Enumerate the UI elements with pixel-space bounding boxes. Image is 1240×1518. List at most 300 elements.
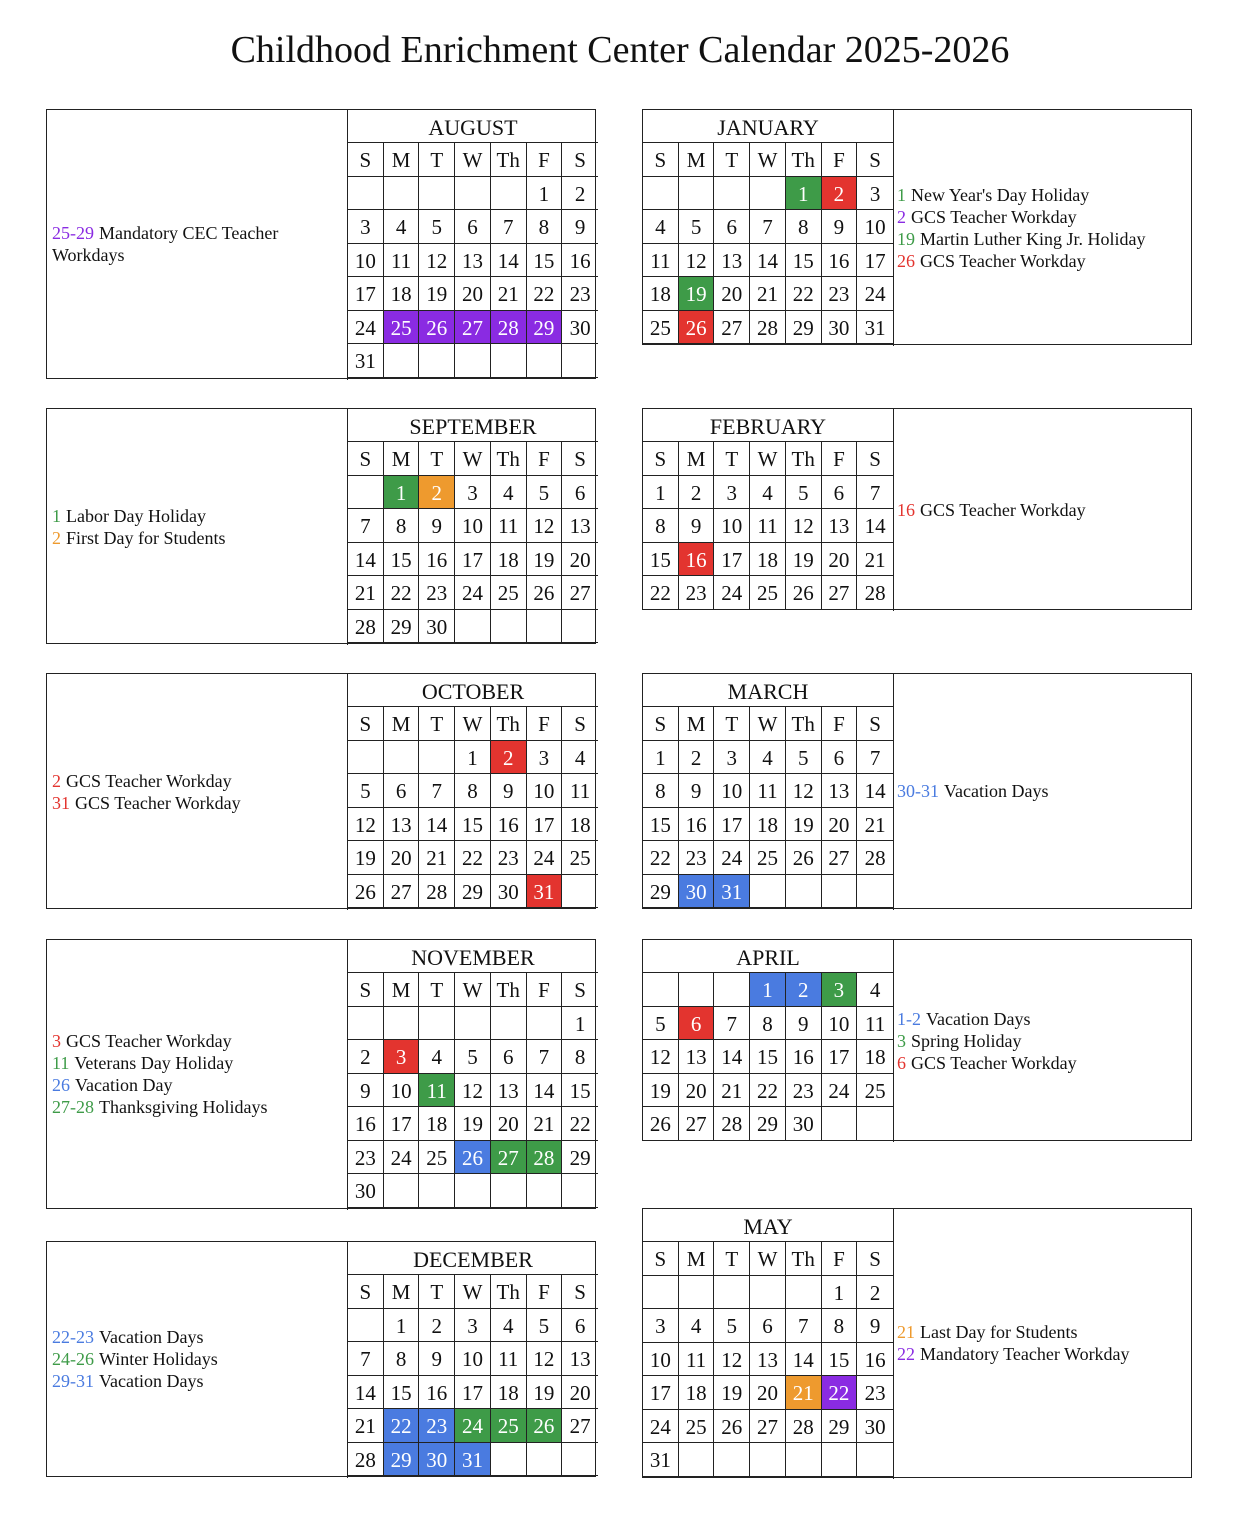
empty-cell	[527, 1007, 563, 1041]
weekday-header: S	[562, 707, 598, 741]
month-grid-may	[643, 1209, 894, 1479]
day-cell: 12	[527, 1342, 563, 1376]
day-cell: 19	[527, 1376, 563, 1410]
day-cell-highlighted: 28	[491, 311, 527, 345]
day-cell: 28	[348, 1443, 384, 1477]
day-cell: 17	[857, 244, 893, 278]
day-cell: 20	[750, 1376, 786, 1410]
day-cell: 22	[786, 277, 822, 311]
empty-cell	[643, 973, 679, 1007]
note-text: Vacation Days	[944, 781, 1049, 801]
empty-cell	[348, 1309, 384, 1343]
day-cell-highlighted: 2	[491, 741, 527, 775]
day-cell: 11	[750, 509, 786, 543]
day-cell: 7	[857, 476, 893, 510]
month-notes	[52, 1326, 342, 1392]
day-cell: 8	[643, 774, 679, 808]
empty-cell	[491, 177, 527, 211]
empty-cell	[419, 1174, 455, 1208]
note-line	[897, 1008, 1193, 1030]
day-cell: 24	[348, 311, 384, 345]
day-cell: 5	[455, 1040, 491, 1074]
day-cell: 21	[857, 543, 893, 577]
day-cell: 24	[455, 576, 491, 610]
day-cell: 18	[384, 277, 420, 311]
day-cell: 21	[714, 1074, 750, 1108]
empty-cell	[786, 875, 822, 909]
day-cell: 10	[348, 244, 384, 278]
empty-cell	[527, 1174, 563, 1208]
empty-cell	[491, 1174, 527, 1208]
weekday-header: W	[455, 143, 491, 177]
empty-cell	[822, 875, 858, 909]
day-cell: 30	[822, 311, 858, 345]
day-cell: 20	[822, 808, 858, 842]
day-cell: 25	[491, 576, 527, 610]
note-text: Last Day for Students	[920, 1322, 1078, 1342]
note-line	[52, 505, 342, 527]
note-date: 1	[897, 185, 906, 205]
note-line	[52, 1074, 342, 1096]
day-cell: 11	[643, 244, 679, 278]
day-cell: 3	[714, 476, 750, 510]
day-cell: 6	[714, 210, 750, 244]
empty-cell	[786, 1443, 822, 1477]
empty-cell	[679, 1276, 715, 1310]
note-text: Vacation Days	[926, 1009, 1031, 1029]
day-cell: 15	[384, 1376, 420, 1410]
day-cell: 25	[679, 1410, 715, 1444]
weekday-header: Th	[786, 143, 822, 177]
day-cell: 16	[786, 1040, 822, 1074]
day-cell: 24	[857, 277, 893, 311]
month-notes	[897, 780, 1193, 802]
day-cell: 19	[455, 1107, 491, 1141]
empty-cell	[714, 1276, 750, 1310]
day-cell: 14	[491, 244, 527, 278]
day-grid	[643, 707, 893, 908]
day-cell: 24	[714, 576, 750, 610]
day-cell: 2	[348, 1040, 384, 1074]
day-cell: 22	[384, 576, 420, 610]
day-cell: 27	[822, 576, 858, 610]
day-cell: 16	[679, 808, 715, 842]
empty-cell	[714, 973, 750, 1007]
day-cell: 27	[679, 1107, 715, 1141]
day-cell: 4	[750, 476, 786, 510]
note-line	[52, 1370, 342, 1392]
weekday-header: M	[679, 143, 715, 177]
month-grid-april	[643, 940, 894, 1142]
day-cell: 25	[562, 841, 598, 875]
note-date: 26	[52, 1075, 70, 1095]
month-notes	[52, 1030, 342, 1118]
day-cell-highlighted: 25	[491, 1409, 527, 1443]
day-cell: 21	[750, 277, 786, 311]
day-cell: 26	[786, 576, 822, 610]
day-cell: 17	[643, 1376, 679, 1410]
weekday-header: Th	[786, 442, 822, 476]
note-date: 31	[52, 793, 70, 813]
note-line	[52, 222, 342, 266]
day-cell: 14	[348, 543, 384, 577]
day-grid	[643, 973, 893, 1141]
day-cell: 20	[714, 277, 750, 311]
day-cell: 1	[562, 1007, 598, 1041]
day-cell: 14	[857, 774, 893, 808]
weekday-header: W	[750, 707, 786, 741]
month-october	[46, 673, 596, 909]
day-cell: 20	[455, 277, 491, 311]
empty-cell	[384, 344, 420, 378]
day-cell: 4	[750, 741, 786, 775]
weekday-header: W	[750, 442, 786, 476]
month-name: AUGUST	[348, 110, 598, 143]
note-line	[897, 499, 1193, 521]
day-cell: 23	[786, 1074, 822, 1108]
month-notes	[52, 222, 342, 266]
day-cell: 10	[857, 210, 893, 244]
day-cell: 29	[384, 610, 420, 644]
weekday-header: M	[679, 442, 715, 476]
note-line	[897, 1321, 1193, 1343]
day-cell: 4	[679, 1309, 715, 1343]
weekday-header: Th	[491, 707, 527, 741]
month-may	[642, 1208, 1192, 1478]
weekday-header: F	[822, 1242, 858, 1276]
weekday-header: F	[527, 442, 563, 476]
day-cell: 27	[750, 1410, 786, 1444]
empty-cell	[679, 177, 715, 211]
note-text: Vacation Day	[75, 1075, 173, 1095]
note-line	[897, 1343, 1193, 1365]
day-cell: 10	[714, 509, 750, 543]
empty-cell	[491, 1007, 527, 1041]
note-text: GCS Teacher Workday	[920, 500, 1086, 520]
day-cell-highlighted: 3	[822, 973, 858, 1007]
note-text: GCS Teacher Workday	[911, 1053, 1077, 1073]
day-cell: 6	[562, 1309, 598, 1343]
day-cell-highlighted: 16	[679, 543, 715, 577]
day-cell: 19	[714, 1376, 750, 1410]
day-cell: 25	[750, 576, 786, 610]
empty-cell	[455, 1174, 491, 1208]
day-grid	[643, 442, 893, 610]
day-cell: 30	[491, 875, 527, 909]
note-line	[52, 1030, 342, 1052]
empty-cell	[750, 1443, 786, 1477]
day-cell: 16	[419, 543, 455, 577]
day-cell: 5	[786, 476, 822, 510]
empty-cell	[491, 610, 527, 644]
month-grid-november	[347, 940, 598, 1210]
empty-cell	[857, 875, 893, 909]
day-cell: 18	[643, 277, 679, 311]
day-cell-highlighted: 28	[527, 1141, 563, 1175]
note-line	[897, 1052, 1193, 1074]
empty-cell	[455, 610, 491, 644]
day-cell: 19	[643, 1074, 679, 1108]
day-cell: 5	[679, 210, 715, 244]
day-cell-highlighted: 1	[384, 476, 420, 510]
day-cell: 15	[786, 244, 822, 278]
note-text: GCS Teacher Workday	[911, 207, 1077, 227]
note-text: Veterans Day Holiday	[74, 1053, 234, 1073]
weekday-header: T	[419, 707, 455, 741]
page-title: Childhood Enrichment Center Calendar 2025-2026	[230, 29, 1010, 71]
month-name: DECEMBER	[348, 1242, 598, 1275]
day-cell: 24	[384, 1141, 420, 1175]
day-cell: 16	[562, 244, 598, 278]
month-november	[46, 939, 596, 1209]
day-cell: 9	[679, 509, 715, 543]
weekday-header: Th	[491, 973, 527, 1007]
day-cell-highlighted: 26	[527, 1409, 563, 1443]
note-date: 30-31	[897, 781, 939, 801]
empty-cell	[562, 610, 598, 644]
empty-cell	[562, 1174, 598, 1208]
day-cell-highlighted: 26	[455, 1141, 491, 1175]
day-cell: 18	[491, 543, 527, 577]
day-cell-highlighted: 25	[384, 311, 420, 345]
day-cell: 25	[857, 1074, 893, 1108]
empty-cell	[419, 741, 455, 775]
weekday-header: S	[348, 1275, 384, 1309]
note-line	[52, 527, 342, 549]
day-cell: 11	[491, 509, 527, 543]
note-date: 22	[897, 1344, 915, 1364]
weekday-header: S	[857, 143, 893, 177]
day-cell: 5	[714, 1309, 750, 1343]
month-february	[642, 408, 1192, 610]
day-cell-highlighted: 31	[455, 1443, 491, 1477]
note-date: 25-29	[52, 223, 94, 243]
day-cell: 28	[419, 875, 455, 909]
month-name: OCTOBER	[348, 674, 598, 707]
day-cell: 29	[786, 311, 822, 345]
day-cell: 12	[527, 509, 563, 543]
day-cell: 24	[714, 841, 750, 875]
day-cell: 21	[857, 808, 893, 842]
day-cell: 25	[643, 311, 679, 345]
month-name: MARCH	[643, 674, 893, 707]
day-cell: 15	[643, 808, 679, 842]
month-grid-september	[347, 409, 598, 645]
day-cell: 27	[714, 311, 750, 345]
day-cell: 22	[455, 841, 491, 875]
day-cell: 29	[643, 875, 679, 909]
day-cell: 2	[857, 1276, 893, 1310]
day-cell: 12	[714, 1343, 750, 1377]
note-date: 2	[52, 771, 61, 791]
day-cell-highlighted: 23	[419, 1409, 455, 1443]
day-cell: 1	[455, 741, 491, 775]
empty-cell	[750, 875, 786, 909]
weekday-header: W	[455, 973, 491, 1007]
day-cell: 9	[857, 1309, 893, 1343]
day-cell: 10	[455, 509, 491, 543]
day-cell: 5	[786, 741, 822, 775]
note-date: 21	[897, 1322, 915, 1342]
day-cell: 19	[527, 543, 563, 577]
note-date: 26	[897, 251, 915, 271]
empty-cell	[786, 1276, 822, 1310]
weekday-header: S	[562, 1275, 598, 1309]
day-cell: 8	[786, 210, 822, 244]
weekday-header: T	[419, 973, 455, 1007]
day-cell-highlighted: 27	[455, 311, 491, 345]
day-cell: 9	[679, 774, 715, 808]
day-cell: 3	[527, 741, 563, 775]
weekday-header: W	[750, 143, 786, 177]
day-cell: 25	[419, 1141, 455, 1175]
empty-cell	[348, 177, 384, 211]
day-cell: 10	[527, 774, 563, 808]
note-date: 19	[897, 229, 915, 249]
day-cell: 13	[384, 808, 420, 842]
day-cell: 23	[562, 277, 598, 311]
day-cell: 3	[857, 177, 893, 211]
note-date: 16	[897, 500, 915, 520]
empty-cell	[348, 476, 384, 510]
note-text: First Day for Students	[66, 528, 226, 548]
day-cell: 17	[348, 277, 384, 311]
day-grid	[643, 143, 893, 344]
day-cell: 28	[750, 311, 786, 345]
day-cell: 30	[348, 1174, 384, 1208]
day-cell: 9	[419, 1342, 455, 1376]
note-text: Winter Holidays	[99, 1349, 218, 1369]
day-cell: 13	[679, 1040, 715, 1074]
day-cell: 5	[419, 210, 455, 244]
day-cell: 23	[822, 277, 858, 311]
day-cell: 13	[822, 774, 858, 808]
weekday-header: W	[455, 442, 491, 476]
day-cell: 15	[822, 1343, 858, 1377]
empty-cell	[527, 344, 563, 378]
day-cell: 12	[348, 808, 384, 842]
month-grid-march	[643, 674, 894, 910]
month-name: NOVEMBER	[348, 940, 598, 973]
day-cell-highlighted: 11	[419, 1074, 455, 1108]
day-cell: 6	[822, 741, 858, 775]
day-cell: 19	[786, 543, 822, 577]
empty-cell	[384, 741, 420, 775]
empty-cell	[527, 1443, 563, 1477]
day-cell: 31	[348, 344, 384, 378]
day-cell: 28	[857, 576, 893, 610]
day-cell: 10	[822, 1007, 858, 1041]
day-cell-highlighted: 2	[822, 177, 858, 211]
weekday-header: F	[527, 143, 563, 177]
day-cell: 4	[643, 210, 679, 244]
day-cell: 13	[714, 244, 750, 278]
day-cell: 7	[527, 1040, 563, 1074]
empty-cell	[562, 1443, 598, 1477]
empty-cell	[857, 1107, 893, 1141]
weekday-header: S	[857, 1242, 893, 1276]
month-notes	[897, 184, 1193, 272]
day-cell: 5	[527, 476, 563, 510]
day-cell: 12	[419, 244, 455, 278]
day-cell: 27	[822, 841, 858, 875]
note-line	[52, 1326, 342, 1348]
weekday-header: S	[348, 973, 384, 1007]
empty-cell	[822, 1443, 858, 1477]
day-cell: 18	[419, 1107, 455, 1141]
empty-cell	[419, 1007, 455, 1041]
day-cell: 21	[348, 1409, 384, 1443]
day-cell: 3	[714, 741, 750, 775]
note-date: 2	[52, 528, 61, 548]
day-cell: 22	[562, 1107, 598, 1141]
day-cell: 4	[384, 210, 420, 244]
day-cell: 4	[562, 741, 598, 775]
note-text: GCS Teacher Workday	[920, 251, 1086, 271]
weekday-header: Th	[491, 143, 527, 177]
empty-cell	[384, 1007, 420, 1041]
note-line	[897, 206, 1193, 228]
note-line	[52, 1096, 342, 1118]
note-date: 1-2	[897, 1009, 921, 1029]
day-cell-highlighted: 1	[786, 177, 822, 211]
day-cell-highlighted: 3	[384, 1040, 420, 1074]
weekday-header: Th	[786, 707, 822, 741]
day-cell: 1	[822, 1276, 858, 1310]
day-cell: 19	[786, 808, 822, 842]
day-cell: 26	[348, 875, 384, 909]
day-cell: 11	[384, 244, 420, 278]
day-cell: 15	[384, 543, 420, 577]
weekday-header: S	[643, 143, 679, 177]
day-cell: 18	[857, 1040, 893, 1074]
day-cell: 3	[348, 210, 384, 244]
day-cell-highlighted: 19	[679, 277, 715, 311]
day-cell: 14	[419, 808, 455, 842]
weekday-header: F	[527, 1275, 563, 1309]
note-date: 11	[52, 1053, 70, 1073]
day-cell: 11	[491, 1342, 527, 1376]
day-cell: 29	[562, 1141, 598, 1175]
weekday-header: M	[679, 707, 715, 741]
day-cell: 23	[679, 576, 715, 610]
empty-cell	[384, 1174, 420, 1208]
day-cell: 28	[714, 1107, 750, 1141]
note-text: Thanksgiving Holidays	[99, 1097, 268, 1117]
day-cell: 8	[384, 1342, 420, 1376]
day-cell: 5	[643, 1007, 679, 1041]
day-cell: 9	[562, 210, 598, 244]
day-cell: 6	[562, 476, 598, 510]
day-cell: 22	[527, 277, 563, 311]
day-cell: 24	[643, 1410, 679, 1444]
empty-cell	[419, 177, 455, 211]
day-cell-highlighted: 30	[419, 1443, 455, 1477]
day-cell-highlighted: 22	[822, 1376, 858, 1410]
empty-cell	[455, 344, 491, 378]
day-cell: 30	[857, 1410, 893, 1444]
day-cell: 12	[643, 1040, 679, 1074]
day-cell-highlighted: 21	[786, 1376, 822, 1410]
day-cell-highlighted: 26	[419, 311, 455, 345]
weekday-header: F	[822, 442, 858, 476]
day-cell: 13	[562, 1342, 598, 1376]
day-cell-highlighted: 1	[750, 973, 786, 1007]
day-cell: 31	[857, 311, 893, 345]
day-cell: 10	[643, 1343, 679, 1377]
day-cell: 15	[527, 244, 563, 278]
day-cell: 13	[562, 509, 598, 543]
